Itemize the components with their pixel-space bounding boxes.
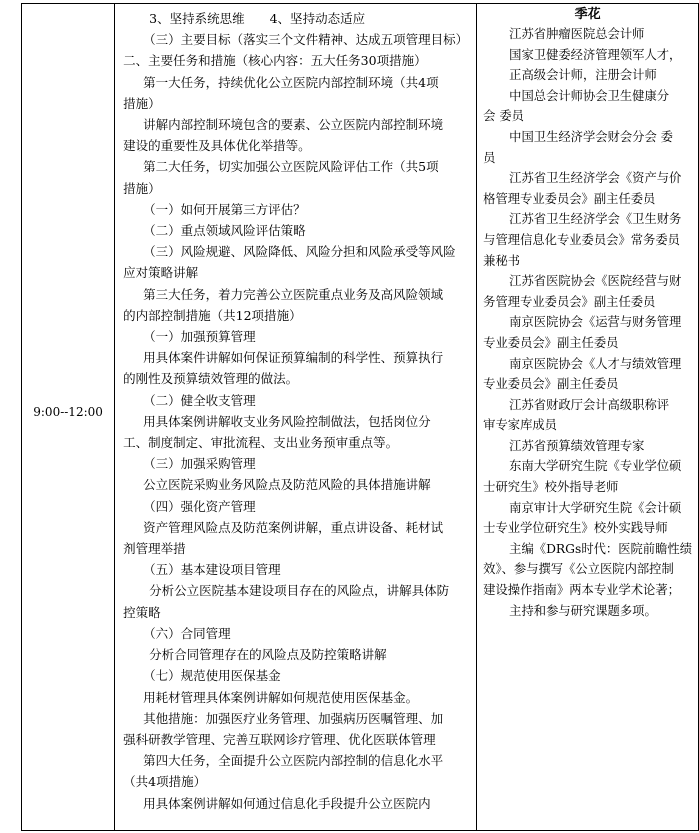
content-line: 二、主要任务和措施（核心内容：五大任务30项措施） <box>123 53 427 69</box>
content-line: 资产管理风险点及防范案例讲解，重点讲设备、耗材试 <box>143 519 444 535</box>
content-line: 公立医院采购业务风险点及防范风险的具体措施讲解 <box>143 477 431 493</box>
content-line: 控策略 <box>123 604 161 620</box>
content-line: 用具体案件讲解如何保证预算编制的科学性、预算执行 <box>143 350 444 366</box>
content-line: 分析公立医院基本建设项目存在的风险点，讲解具体防 <box>149 583 450 599</box>
speaker-credential-line: 南京医院协会《运营与财务管理 <box>509 315 682 330</box>
content-line: 强科研教学管理、完善互联网诊疗管理、优化医联体管理 <box>123 731 436 747</box>
content-line: 工、制度制定、审批流程、支出业务预审重点等。 <box>123 435 399 451</box>
speaker-credential-line: 东南大学研究生院《专业学位硕 <box>509 459 682 474</box>
speaker-credential-line: 江苏省预算绩效管理专家 <box>509 438 645 453</box>
speaker-credential-line: 兼秘书 <box>483 253 521 268</box>
speaker-credential-line: 江苏省医院协会《医院经营与财 <box>509 274 682 289</box>
content-line: 讲解内部控制环境包含的要素、公立医院内部控制环境 <box>143 117 444 133</box>
speaker-credential-line: 主持和参与研究课题多项。 <box>509 603 657 618</box>
speaker-credential-line: 审专家库成员 <box>483 418 557 433</box>
time-slot: 9:00--12:00 <box>33 405 103 419</box>
speaker-credential-line: 与管理信息化专业委员会》常务委员 <box>483 232 680 247</box>
content-line: 应对策略讲解 <box>123 265 199 281</box>
speaker-credential-line: 专业委员会》副主任委员 <box>483 335 619 350</box>
content-line: （三）风险规避、风险降低、风险分担和风险承受等风险 <box>143 244 456 260</box>
content-line: 第四大任务，全面提升公立医院内部控制的信息化水平 <box>143 753 444 769</box>
content-line: （七）规范使用医保基金 <box>143 668 281 684</box>
time-cell <box>22 4 115 831</box>
speaker-credential-line: 士研究生》校外指导老师 <box>483 480 619 495</box>
content-line: （二）健全收支管理 <box>143 392 256 408</box>
content-line: 措施） <box>123 180 161 196</box>
content-line: （共4项措施） <box>123 774 207 790</box>
content-line: （三）加强采购管理 <box>143 456 256 472</box>
speaker-credential-line: 中国总会计师协会卫生健康分 <box>509 88 670 103</box>
course-content <box>115 4 476 814</box>
content-line: （二）重点领域风险评估策略 <box>143 223 306 239</box>
content-line: （四）强化资产管理 <box>143 498 256 514</box>
speaker-credential-line: 专业委员会》副主任委员 <box>483 377 619 392</box>
content-line: 措施） <box>123 95 161 111</box>
content-line: （一）如何开展第三方评估？ <box>143 201 306 217</box>
content-line: 剂管理举措 <box>123 541 186 557</box>
speaker-bio <box>477 4 698 621</box>
speaker-credential-line: 员 <box>483 150 496 165</box>
speaker-credential-line: 中国卫生经济学会财会分会 委 <box>509 129 673 144</box>
speaker-cell <box>477 4 699 831</box>
speaker-credential-line: 江苏省卫生经济学会《资产与价 <box>509 171 682 186</box>
content-line: 用具体案例讲解如何通过信息化手段提升公立医院内 <box>143 795 431 811</box>
content-line: 分析合同管理存在的风险点及防控策略讲解 <box>149 647 387 663</box>
content-line: 第二大任务，切实加强公立医院风险评估工作（共5项 <box>143 159 439 175</box>
content-line: 用具体案例讲解收支业务风险控制做法，包括岗位分 <box>143 413 431 429</box>
speaker-credential-line: 江苏省肿瘤医院总会计师 <box>509 27 645 41</box>
content-line: （五）基本建设项目管理 <box>143 562 281 578</box>
content-line: 第三大任务，着力完善公立医院重点业务及高风险领域 <box>143 286 444 302</box>
speaker-credential-line: 效》、参与撰写《公立医院内部控制 <box>483 562 674 577</box>
content-line: （六）合同管理 <box>143 625 231 641</box>
schedule-row <box>22 4 699 831</box>
schedule-table <box>21 3 699 831</box>
speaker-credential-line: 建设操作指南》两本专业学术论著； <box>483 583 680 598</box>
content-line: 的内部控制措施（共12项措施） <box>123 307 302 323</box>
content-line: 第一大任务，持续优化公立医院内部控制环境（共4项 <box>143 74 439 90</box>
speaker-credentials <box>483 24 692 621</box>
content-line: 用耗材管理具体案例讲解如何规范使用医保基金。 <box>143 689 419 705</box>
speaker-credential-line: 国家卫健委经济管理领军人才， <box>509 47 682 62</box>
speaker-credential-line: 务管理专业委员会》副主任委员 <box>483 294 656 309</box>
speaker-name: 季花 <box>574 7 601 22</box>
speaker-credential-line: 南京审计大学研究生院《会计硕 <box>509 500 682 515</box>
speaker-credential-line: 会 委员 <box>483 109 524 124</box>
speaker-credential-line: 南京医院协会《人才与绩效管理 <box>509 356 682 371</box>
speaker-credential-line: 格管理专业委员会》副主任委员 <box>483 191 656 206</box>
speaker-credential-line: 士专业学位研究生》校外实践导师 <box>483 521 668 536</box>
speaker-credential-line: 江苏省财政厅会计高级职称评 <box>509 397 670 412</box>
speaker-credential-line: 主编《DRGs时代：医院前瞻性绩 <box>509 541 692 556</box>
speaker-credential-line: 江苏省卫生经济学会《卫生财务 <box>509 212 682 227</box>
content-line: （一）加强预算管理 <box>143 329 256 345</box>
content-line: 建设的重要性及具体优化举措等。 <box>123 138 311 154</box>
content-line: （三）主要目标（落实三个文件精神、达成五项管理目标） <box>143 32 469 48</box>
content-line: 的刚性及预算绩效管理的做法。 <box>123 371 299 387</box>
content-line: 3、坚持系统思维 4、坚持动态适应 <box>149 11 366 26</box>
speaker-credential-line: 正高级会计师，注册会计师 <box>509 68 657 83</box>
content-line: 其他措施：加强医疗业务管理、加强病历医嘱管理、加 <box>143 710 444 726</box>
content-cell <box>115 4 477 831</box>
